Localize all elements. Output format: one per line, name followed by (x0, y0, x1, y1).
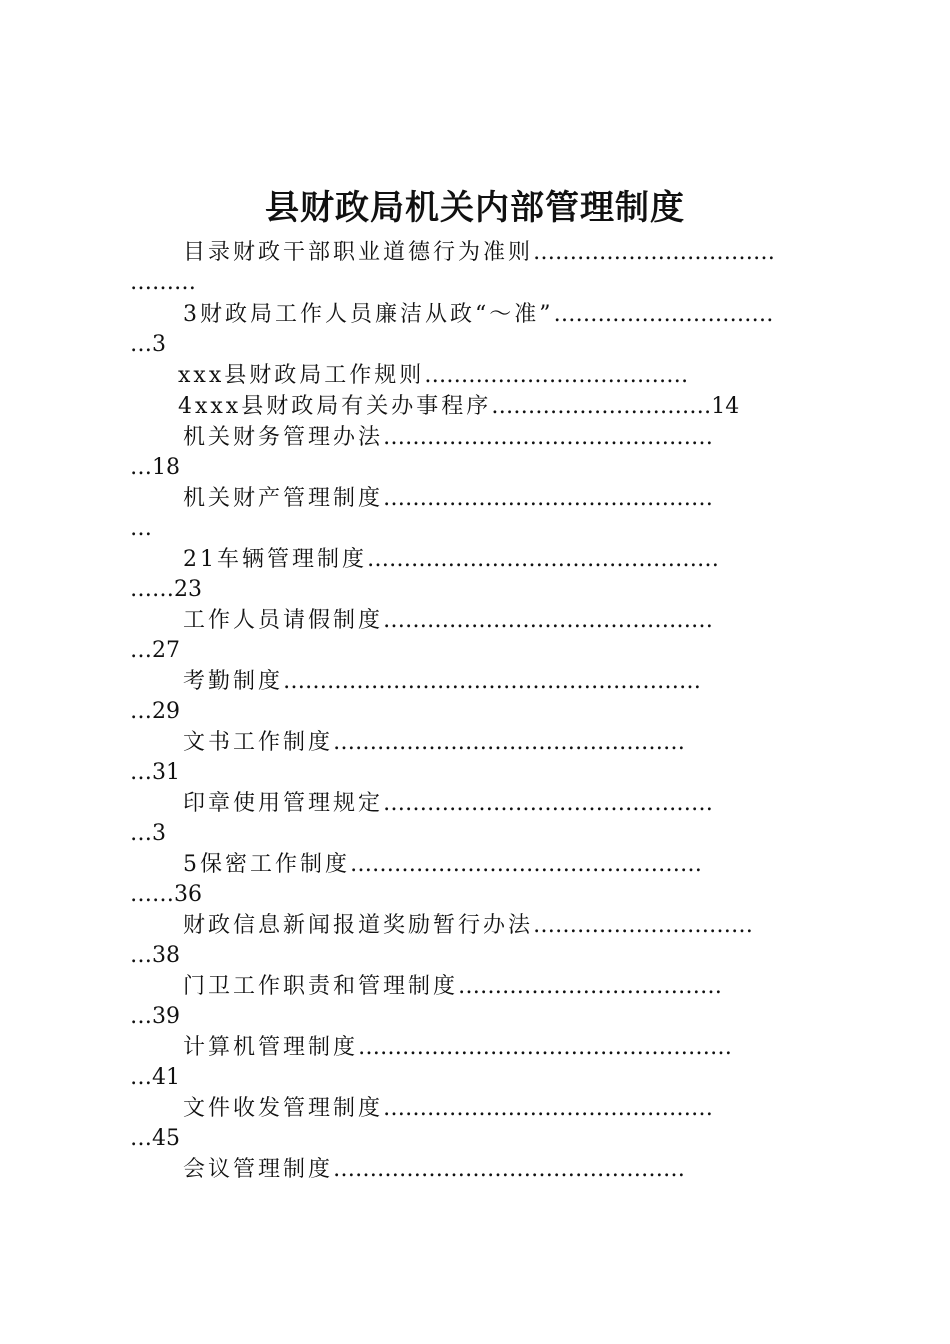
toc-entry-text: 机关财务管理办法 (183, 425, 384, 450)
toc-entry-text: 文书工作制度 (183, 730, 334, 755)
toc-entry (183, 850, 702, 880)
toc-entry-continuation: …38 (130, 943, 180, 968)
toc-entry-text: 3财政局工作人员廉洁从政“～准” (183, 302, 554, 327)
toc-entry (178, 392, 739, 422)
toc-entry (183, 667, 701, 697)
toc-entry (183, 911, 753, 941)
toc-entry-text: 会议管理制度 (183, 1157, 334, 1182)
toc-entry-text: 印章使用管理规定 (183, 791, 384, 816)
toc-entry-dots: …………………………………………… (358, 1035, 733, 1060)
toc-entry (178, 361, 688, 391)
toc-entry (183, 484, 713, 514)
toc-entry-dots: ……………………………… (424, 363, 689, 388)
toc-entry-dots: ……………………………………… (383, 486, 714, 511)
toc-entry-text: 计算机管理制度 (183, 1035, 359, 1060)
toc-entry-continuation: …41 (130, 1065, 180, 1090)
toc-entry-text: 5保密工作制度 (183, 852, 350, 877)
toc-entry-dots: ………………………………………… (333, 730, 686, 755)
toc-entry-continuation: ……23 (130, 577, 202, 602)
toc-entry-text: 4xxx县财政局有关办事程序 (178, 394, 492, 419)
toc-entry (183, 545, 719, 575)
toc-entry-dots: ……………………………… (458, 974, 723, 999)
toc-entry-text: 工作人员请假制度 (183, 608, 384, 633)
toc-entry-continuation: ……… (130, 270, 196, 295)
toc-entry (183, 606, 713, 636)
toc-entry-text: 目录财政干部职业道德行为准则 (183, 240, 534, 265)
toc-entry-dots: ……………………………………… (383, 608, 714, 633)
toc-entry-continuation: …3 (130, 332, 166, 357)
toc-entry (183, 789, 713, 819)
toc-entry (183, 423, 713, 453)
toc-entry-dots: ………………………… (533, 913, 754, 938)
toc-entry-dots: ………………………… (553, 302, 774, 327)
toc-entry-dots: ……………………………………… (383, 425, 714, 450)
toc-entry (183, 972, 722, 1002)
toc-entry-continuation: …29 (130, 699, 180, 724)
toc-entry-dots: ………………………………………………… (283, 669, 702, 694)
toc-entry-dots: …………………………… (533, 240, 776, 265)
toc-entry-text: 21车辆管理制度 (183, 547, 367, 572)
toc-entry-dots: ………………………………………… (350, 852, 702, 877)
toc-entry (183, 238, 775, 268)
toc-entry-text: xxx县财政局工作规则 (178, 363, 425, 388)
toc-entry-text: 门卫工作职责和管理制度 (183, 974, 459, 999)
toc-entry-continuation: …3 (130, 821, 166, 846)
document-title: 县财政局机关内部管理制度 (265, 188, 685, 228)
toc-entry-continuation: ……36 (130, 882, 202, 907)
toc-entry-dots: ………………………………………… (367, 547, 719, 572)
toc-entry-continuation: …45 (130, 1126, 180, 1151)
toc-entry-dots: ………………………………………… (333, 1157, 686, 1182)
toc-entry (183, 1033, 732, 1063)
toc-entry-dots: ……………………………………… (383, 791, 714, 816)
toc-entry-dots: …………………………14 (491, 394, 740, 419)
toc-entry-continuation: …31 (130, 760, 180, 785)
toc-entry-continuation: …39 (130, 1004, 180, 1029)
toc-entry (183, 1155, 685, 1185)
toc-entry-continuation: … (130, 516, 152, 541)
toc-entry-dots: ……………………………………… (383, 1096, 714, 1121)
toc-entry-continuation: …18 (130, 455, 180, 480)
toc-entry (183, 728, 685, 758)
toc-entry-text: 文件收发管理制度 (183, 1096, 384, 1121)
toc-entry (183, 300, 774, 330)
toc-entry-continuation: …27 (130, 638, 180, 663)
toc-entry (183, 1094, 713, 1124)
toc-entry-text: 机关财产管理制度 (183, 486, 384, 511)
toc-entry-text: 财政信息新闻报道奖励暂行办法 (183, 913, 534, 938)
toc-entry-text: 考勤制度 (183, 669, 284, 694)
